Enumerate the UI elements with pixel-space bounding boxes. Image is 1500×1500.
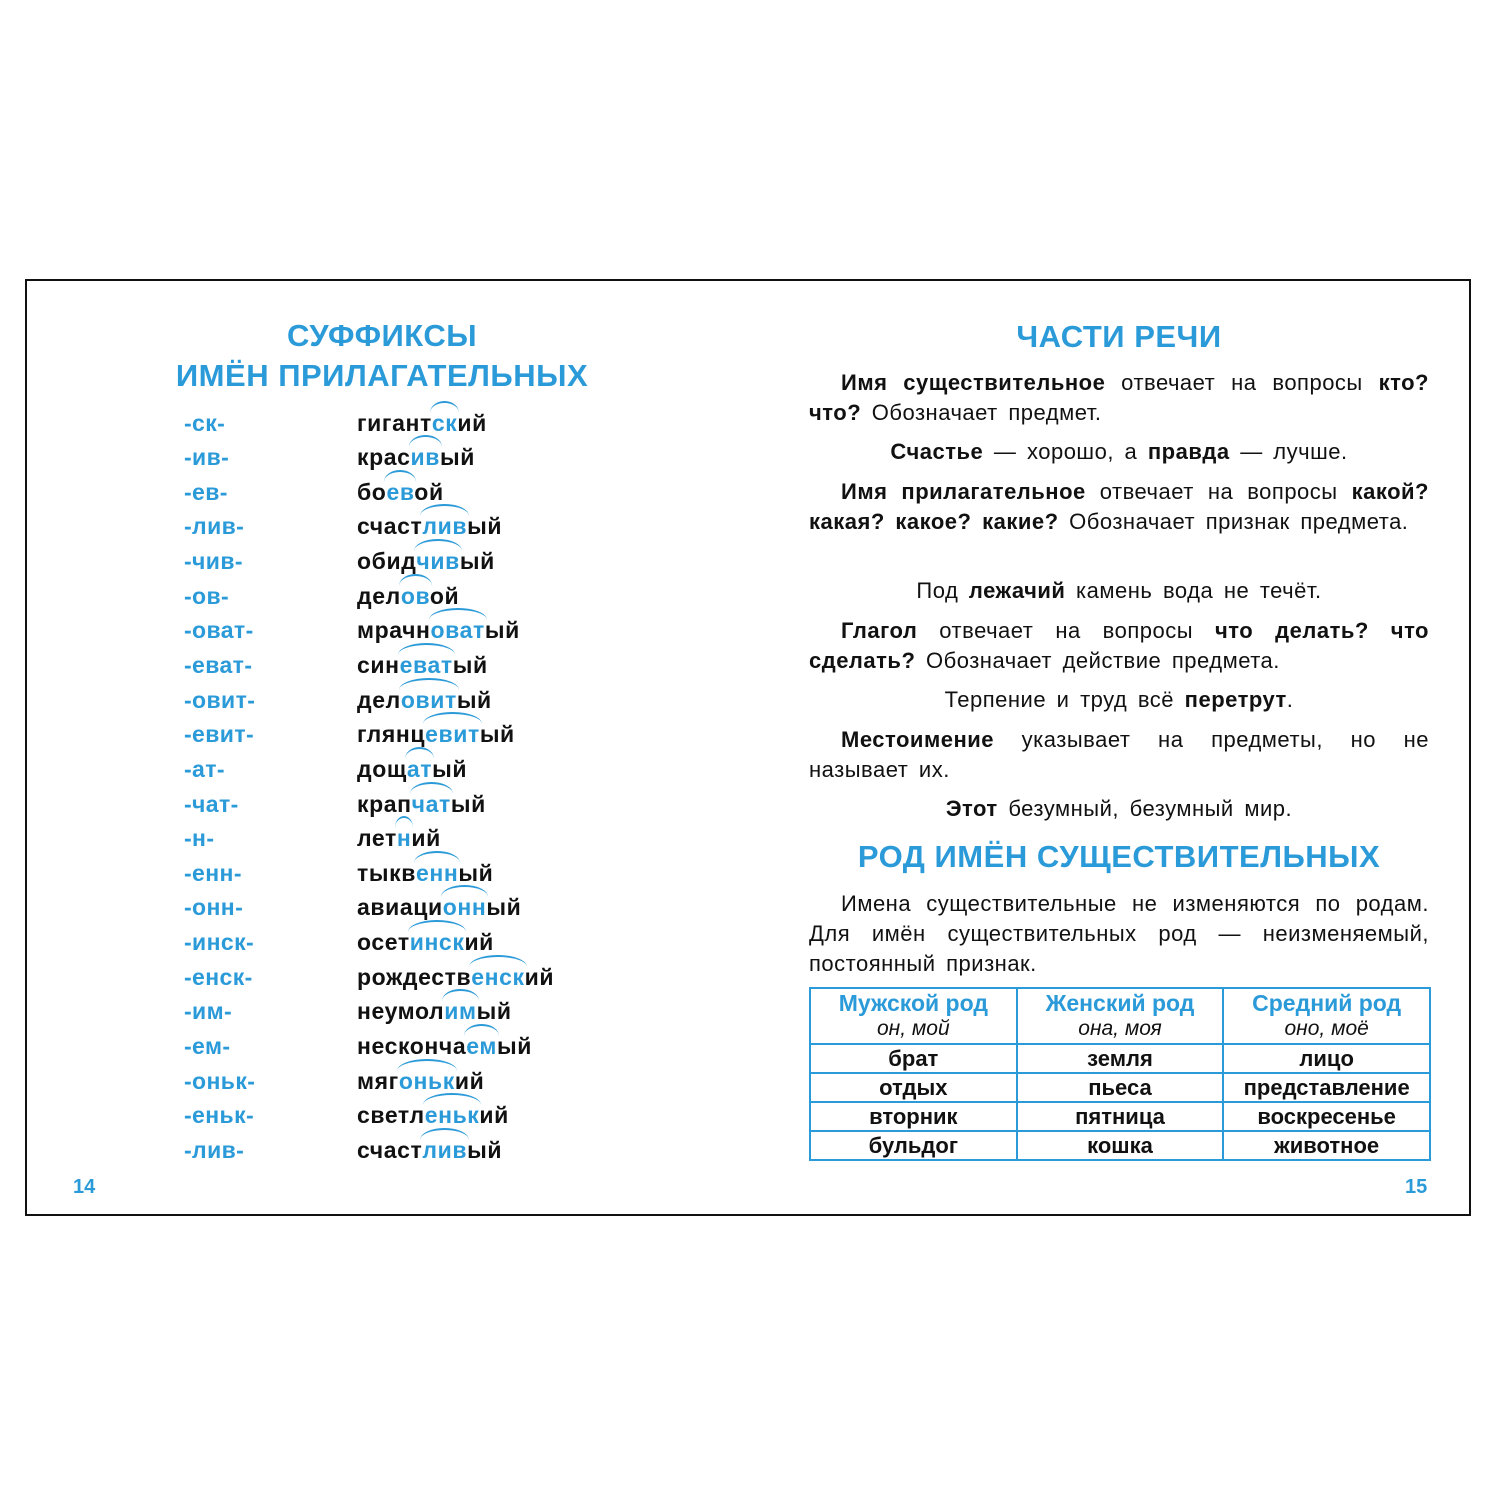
list-item [27, 475, 727, 510]
table-cell: пятница [1017, 1102, 1224, 1131]
suffix-mark: оньк [398, 1067, 455, 1094]
example-adjective [357, 1068, 484, 1095]
word-stem: мрачн [357, 617, 431, 644]
title-line-2: ИМЁН ПРИЛАГАТЕЛЬНЫХ [175, 358, 589, 393]
word-ending: ий [479, 1102, 509, 1129]
word-ending: ый [450, 790, 486, 817]
word-stem: син [357, 652, 400, 678]
list-item [27, 1029, 727, 1064]
example-text: — лучше. [1229, 439, 1348, 464]
example-word: Этот [945, 796, 998, 821]
suffix-label: -чат- [184, 790, 239, 817]
suffix-mark: ск [431, 409, 458, 436]
example-adjective [357, 444, 475, 471]
pronoun-example [809, 794, 1429, 824]
word-stem: глянц [357, 721, 426, 748]
example-adjective [357, 583, 459, 610]
word-ending: ый [458, 859, 494, 886]
example-adjective [357, 998, 512, 1025]
verb-example [809, 685, 1429, 715]
word-ending: ый [432, 755, 468, 782]
table-cell: земля [1017, 1044, 1224, 1073]
list-item [27, 752, 727, 787]
table-header-row [810, 988, 1430, 1044]
word-ending: ый [496, 1032, 532, 1059]
suffix-label: -енн- [184, 859, 242, 886]
example-adjective [357, 617, 520, 644]
suffix-label: -онн- [184, 894, 244, 921]
example-adjective [357, 513, 502, 540]
word-stem: несконча [357, 1032, 467, 1059]
verb-definition [809, 616, 1429, 676]
table-body [810, 1044, 1430, 1160]
word-stem: светл [357, 1102, 425, 1129]
example-adjective [357, 825, 441, 852]
example-adjective [357, 1102, 509, 1129]
word-ending: ый [459, 548, 495, 575]
word-ending: ий [524, 963, 555, 990]
suffix-page-title [117, 316, 647, 396]
suffix-label: -им- [184, 998, 233, 1025]
word-stem: счаст [357, 513, 423, 540]
word-stem: гигант [357, 409, 432, 436]
word-ending: ый [479, 721, 515, 748]
table-cell: вторник [810, 1102, 1017, 1131]
book-spread [25, 279, 1471, 1216]
gender-label: Мужской род [838, 990, 988, 1016]
noun-gender-title: РОД ИМЁН СУЩЕСТВИТЕЛЬНЫХ [857, 839, 1381, 874]
table-row [810, 1073, 1430, 1102]
suffix-label: -ск- [184, 409, 226, 436]
suffix-label: -лив- [184, 1136, 245, 1163]
word-stem: авиаци [357, 894, 443, 921]
list-item [27, 822, 727, 857]
list-item [27, 545, 727, 580]
word-ending: ый [467, 513, 503, 540]
example-adjective [357, 964, 554, 991]
example-text: — хорошо, а [983, 439, 1148, 464]
suffix-label: -инск- [184, 929, 255, 956]
pronoun-term: Местоимение [841, 727, 995, 752]
suffix-label: -оньк- [184, 1067, 256, 1094]
suffix-mark: енн [415, 859, 459, 886]
noun-text-2: Обозначает предмет. [861, 400, 1102, 425]
adjective-text-1: отвечает на вопросы [1085, 479, 1352, 504]
adjective-definition [809, 477, 1429, 537]
table-row [810, 1131, 1430, 1160]
list-item [27, 1133, 727, 1168]
verb-term: Глагол [841, 618, 918, 643]
gender-header [1017, 988, 1224, 1044]
example-adjective [357, 479, 444, 506]
example-word: перетрут [1184, 687, 1287, 712]
noun-definition [809, 368, 1429, 428]
example-text: камень вода не течёт. [1065, 578, 1322, 603]
example-adjective [357, 652, 488, 679]
noun-term: Имя существительное [841, 370, 1106, 395]
example-adjective [357, 687, 492, 714]
suffix-mark: енск [471, 963, 525, 990]
word-ending: ой [414, 478, 444, 505]
list-item [27, 406, 727, 441]
table-cell: представление [1223, 1073, 1430, 1102]
example-adjective [357, 894, 521, 921]
example-adjective [357, 860, 493, 887]
suffix-mark: ив [410, 444, 441, 471]
word-stem: лет [357, 825, 397, 852]
suffix-mark: еньк [424, 1102, 480, 1129]
list-item [27, 856, 727, 891]
verb-text-2: Обозначает действие предмета. [915, 648, 1280, 673]
verb-text-1: отвечает на вопросы [917, 618, 1216, 643]
table-cell: бульдог [810, 1131, 1017, 1160]
table-cell: воскресенье [1223, 1102, 1430, 1131]
table-cell: животное [1223, 1131, 1430, 1160]
example-adjective [357, 548, 495, 575]
word-ending: ый [484, 617, 520, 644]
suffix-mark: ат [406, 755, 433, 782]
adjective-term: Имя прилагательное [841, 479, 1086, 504]
suffix-label: -ов- [184, 582, 230, 609]
word-stem: мяг [357, 1067, 399, 1094]
adjective-example [809, 576, 1429, 606]
suffix-mark: оват [430, 617, 485, 644]
example-adjective [357, 929, 494, 956]
gender-label: Женский род [1045, 990, 1195, 1016]
word-ending: ий [411, 825, 441, 852]
list-item [27, 960, 727, 995]
word-ending: ий [457, 409, 487, 436]
adjective-text-2: Обозначает признак предмета. [1058, 509, 1409, 534]
suffix-mark: чат [411, 790, 451, 817]
word-stem: дел [357, 686, 401, 713]
word-stem: счаст [357, 1136, 423, 1163]
noun-text-1: отвечает на вопросы [1105, 370, 1379, 395]
list-item [27, 648, 727, 683]
suffix-label: -ив- [184, 444, 230, 471]
pronoun-definition [809, 725, 1429, 785]
word-stem: неумол [357, 998, 445, 1025]
example-word: Счастье [890, 439, 984, 464]
suffix-mark: еват [399, 652, 453, 678]
suffix-label: -н- [184, 825, 215, 852]
word-stem: обид [357, 548, 417, 575]
word-stem: осет [357, 929, 410, 956]
table-cell: брат [810, 1044, 1017, 1073]
example-adjective [357, 721, 515, 748]
word-stem: бо [357, 478, 387, 505]
table-cell: лицо [1223, 1044, 1430, 1073]
list-item [27, 718, 727, 753]
suffix-mark: ев [386, 478, 415, 505]
word-ending: ой [429, 582, 460, 609]
word-ending: ий [454, 1067, 485, 1094]
gender-header [810, 988, 1017, 1044]
page-number-left: 14 [73, 1176, 96, 1198]
table-cell: кошка [1017, 1131, 1224, 1160]
suffix-mark: ем [466, 1032, 497, 1059]
suffix-label: -евит- [184, 721, 255, 748]
example-adjective [357, 756, 467, 783]
suffix-mark: чив [416, 548, 460, 575]
gender-header [1223, 988, 1430, 1044]
word-ending: ый [486, 894, 522, 921]
suffix-label: -ев- [184, 478, 228, 505]
noun-gender-text [809, 889, 1429, 979]
example-adjective [357, 791, 486, 818]
example-text: безумный, безумный мир. [997, 796, 1293, 821]
page-number-right: 15 [1405, 1176, 1428, 1198]
example-text: . [1286, 687, 1294, 712]
example-text: Терпение и труд всё [944, 687, 1185, 712]
suffix-label: -еньк- [184, 1102, 255, 1129]
suffix-label: -еват- [184, 652, 253, 678]
example-adjective [357, 410, 487, 437]
noun-example [809, 437, 1429, 467]
table-row [810, 1102, 1430, 1131]
pronoun-text: указывает на предметы, но не называет их. [809, 727, 1429, 782]
suffix-label: -ем- [184, 1032, 231, 1059]
list-item [27, 1099, 727, 1134]
verb-questions: что делать? что сделать? [809, 618, 1429, 673]
word-ending: ый [467, 1136, 503, 1163]
suffix-label: -лив- [184, 513, 245, 540]
suffix-label: -енск- [184, 963, 253, 990]
parts-of-speech-title: ЧАСТИ РЕЧИ [1016, 319, 1222, 354]
list-item [27, 925, 727, 960]
suffix-mark: онн [442, 894, 487, 921]
example-word: лежачий [968, 578, 1066, 603]
suffix-mark: инск [409, 929, 465, 956]
word-stem: крап [357, 790, 412, 817]
list-item [27, 441, 727, 476]
gender-label: Средний род [1252, 990, 1402, 1016]
table-cell: пьеса [1017, 1073, 1224, 1102]
gender-text: Имена существительные не изменяются по родам. Для имён существительных род — неизменяемый, постоянный признак. [809, 891, 1429, 976]
example-adjective [357, 1137, 502, 1164]
list-item [27, 1064, 727, 1099]
list-item [27, 683, 727, 718]
table-cell: отдых [810, 1073, 1017, 1102]
example-word: правда [1147, 439, 1230, 464]
suffix-mark: лив [422, 1136, 468, 1163]
list-item [27, 579, 727, 614]
word-ending: ый [440, 444, 476, 471]
gender-pronouns: оно, моё [1284, 1017, 1369, 1040]
suffix-label: -чив- [184, 548, 243, 575]
suffix-label: -ат- [184, 755, 225, 782]
word-stem: рождеств [357, 963, 472, 990]
word-stem: крас [357, 444, 411, 471]
word-ending: ый [452, 652, 488, 678]
title-line-1: СУФФИКСЫ [286, 318, 478, 353]
adjective-questions: какой? какая? какое? какие? [809, 479, 1429, 534]
suffix-mark: лив [422, 513, 468, 540]
noun-questions: кто? что? [809, 370, 1429, 425]
list-item [27, 995, 727, 1030]
gender-pronouns: он, мой [876, 1017, 950, 1040]
word-stem: дощ [357, 755, 407, 782]
example-adjective [357, 1033, 532, 1060]
suffix-mark: овит [400, 686, 457, 713]
list-item [27, 510, 727, 545]
word-ending: ый [476, 998, 512, 1025]
word-stem: тыкв [357, 859, 416, 886]
gender-pronouns: она, моя [1078, 1017, 1162, 1040]
suffix-label: -овит- [184, 686, 256, 713]
table-row [810, 1044, 1430, 1073]
word-stem: дел [357, 582, 401, 609]
suffix-label: -оват- [184, 617, 254, 644]
list-item [27, 787, 727, 822]
suffix-mark: евит [425, 721, 480, 748]
word-ending: ый [456, 686, 492, 713]
suffix-mark: ов [400, 582, 430, 609]
suffix-mark: н [396, 825, 412, 852]
noun-gender-table [809, 987, 1431, 1161]
suffix-mark: им [444, 998, 477, 1025]
word-ending: ий [464, 929, 494, 956]
list-item [27, 891, 727, 926]
list-item [27, 614, 727, 649]
example-text: Под [916, 578, 969, 603]
